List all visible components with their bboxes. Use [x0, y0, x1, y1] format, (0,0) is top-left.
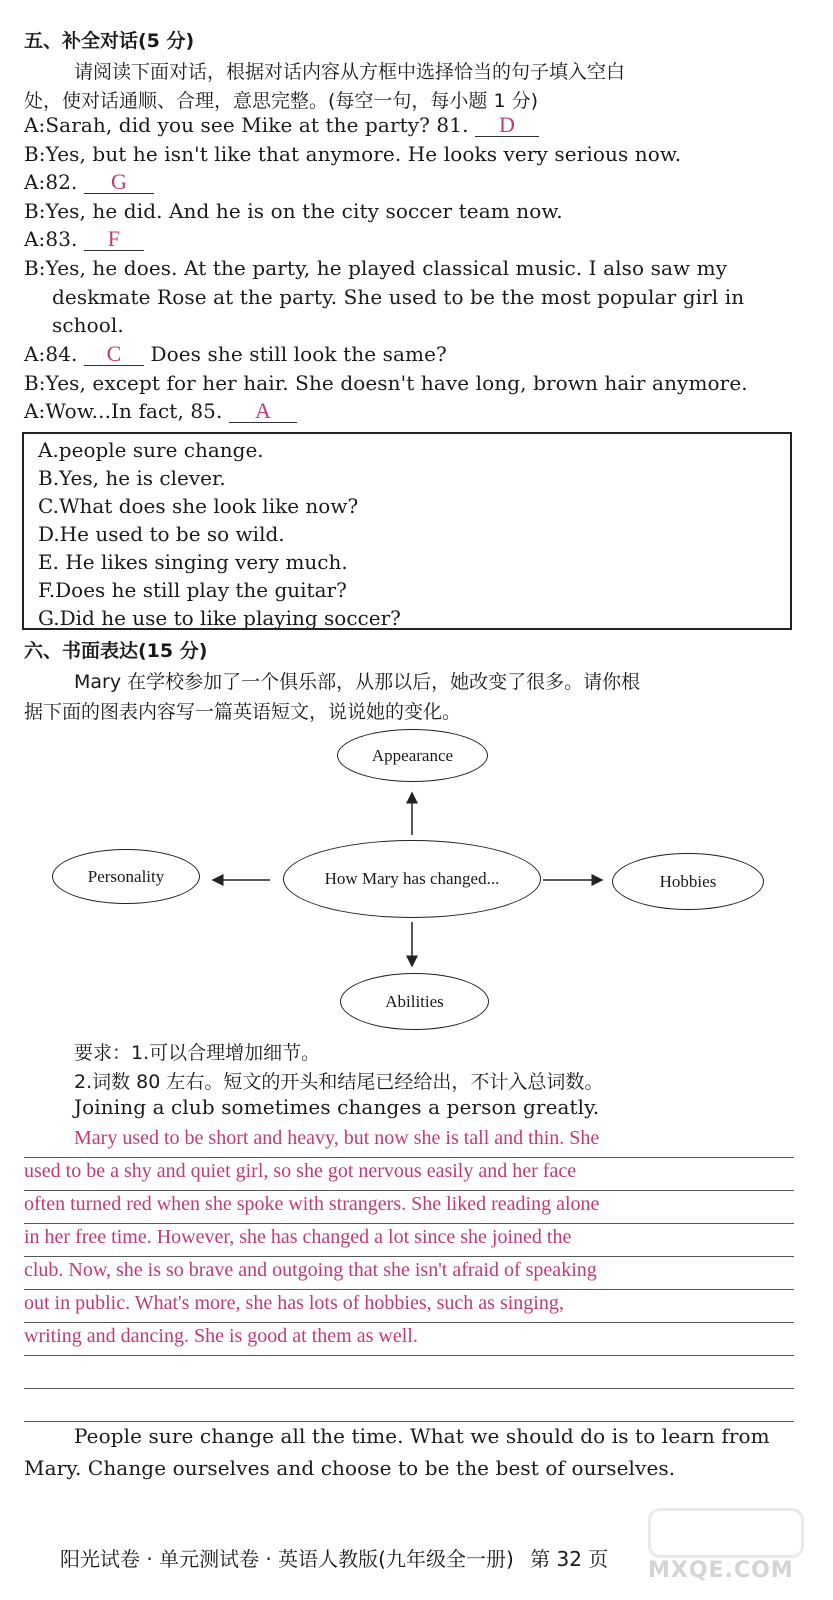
page-footer [60, 1543, 608, 1572]
answer-83: F [84, 228, 144, 251]
essay-line-4: in her free time. However, she has changed a lot since she joined the [24, 1226, 572, 1248]
section5-instruction-1: 请阅读下面对话，根据对话内容从方框中选择恰当的句子填入空白 [74, 61, 626, 83]
writing-line [24, 1356, 794, 1389]
dialogue-line-82: A:82. G [24, 170, 154, 194]
section6-prompt-1: Mary 在学校参加了一个俱乐部，从那以后，她改变了很多。请你根 [74, 671, 641, 693]
essay-closing-2: Mary. Change ourselves and choose to be the best of ourselves. [24, 1456, 676, 1480]
watermark-logo [648, 1508, 804, 1558]
essay-line-1: Mary used to be short and heavy, but now she is tall and thin. She [74, 1127, 600, 1149]
section6-heading: 六、书面表达(15 分) [24, 640, 208, 662]
dialogue-line: B:Yes, he did. And he is on the city soccer team now. [24, 199, 563, 223]
option-f: F.Does he still play the guitar? [38, 578, 347, 602]
essay-line-3: often turned red when she spoke with strangers. She liked reading alone [24, 1193, 600, 1215]
essay-line-6: out in public. What's more, she has lots of hobbies, such as singing, [24, 1292, 564, 1314]
section5-instruction-2: 处，使对话通顺、合理，意思完整。(每空一句，每小题 1 分) [24, 90, 538, 112]
node-center: How Mary has changed... [283, 840, 541, 918]
node-abilities: Abilities [340, 973, 489, 1030]
essay-opening: Joining a club sometimes changes a person greatly. [74, 1095, 600, 1119]
essay-closing-1: People sure change all the time. What we should do is to learn from [74, 1424, 770, 1448]
dialogue-line-84: A:84. C Does she still look the same? [24, 341, 447, 366]
essay-line-2: used to be a shy and quiet girl, so she got nervous easily and her face [24, 1160, 577, 1182]
section5-heading: 五、补全对话(5 分) [24, 30, 195, 52]
watermark-site: MXQE.COM [648, 1558, 794, 1583]
dialogue-line: deskmate Rose at the party. She used to be the most popular girl in [52, 285, 745, 309]
dialogue-line: school. [52, 313, 124, 337]
option-d: D.He used to be so wild. [38, 522, 285, 546]
writing-line [24, 1389, 794, 1422]
dialogue-line-85: A:Wow...In fact, 85. A [24, 399, 297, 423]
page-number: 第 32 页 [530, 1547, 609, 1571]
node-hobbies: Hobbies [612, 853, 764, 910]
option-a: A.people sure change. [38, 438, 264, 462]
dialogue-line: B:Yes, but he isn't like that anymore. He looks very serious now. [24, 142, 682, 166]
dialogue-line-83: A:83. F [24, 227, 144, 251]
option-g: G.Did he use to like playing soccer? [38, 606, 401, 630]
answer-84: C [84, 343, 144, 366]
essay-line-5: club. Now, she is so brave and outgoing that she isn't afraid of speaking [24, 1259, 597, 1281]
requirement-2: 2.词数 80 左右。短文的开头和结尾已经给出，不计入总词数。 [74, 1071, 604, 1093]
dialogue-line-81: A:Sarah, did you see Mike at the party? 81. D [24, 113, 539, 137]
section6-prompt-2: 据下面的图表内容写一篇英语短文，说说她的变化。 [24, 701, 462, 723]
node-appearance: Appearance [337, 729, 488, 782]
answer-82: G [84, 171, 154, 194]
essay-line-7: writing and dancing. She is good at them as well. [24, 1325, 418, 1347]
footer-title: 阳光试卷 · 单元测试卷 · 英语人教版(九年级全一册) [60, 1547, 514, 1571]
answer-85: A [229, 400, 297, 423]
dialogue-line: B:Yes, he does. At the party, he played classical music. I also saw my [24, 256, 728, 280]
option-e: E. He likes singing very much. [38, 550, 348, 574]
answer-81: D [475, 114, 539, 137]
node-personality: Personality [52, 849, 200, 904]
option-c: C.What does she look like now? [38, 494, 359, 518]
dialogue-line: B:Yes, except for her hair. She doesn't have long, brown hair anymore. [24, 371, 748, 395]
requirement-1: 要求：1.可以合理增加细节。 [74, 1042, 321, 1064]
option-b: B.Yes, he is clever. [38, 466, 226, 490]
